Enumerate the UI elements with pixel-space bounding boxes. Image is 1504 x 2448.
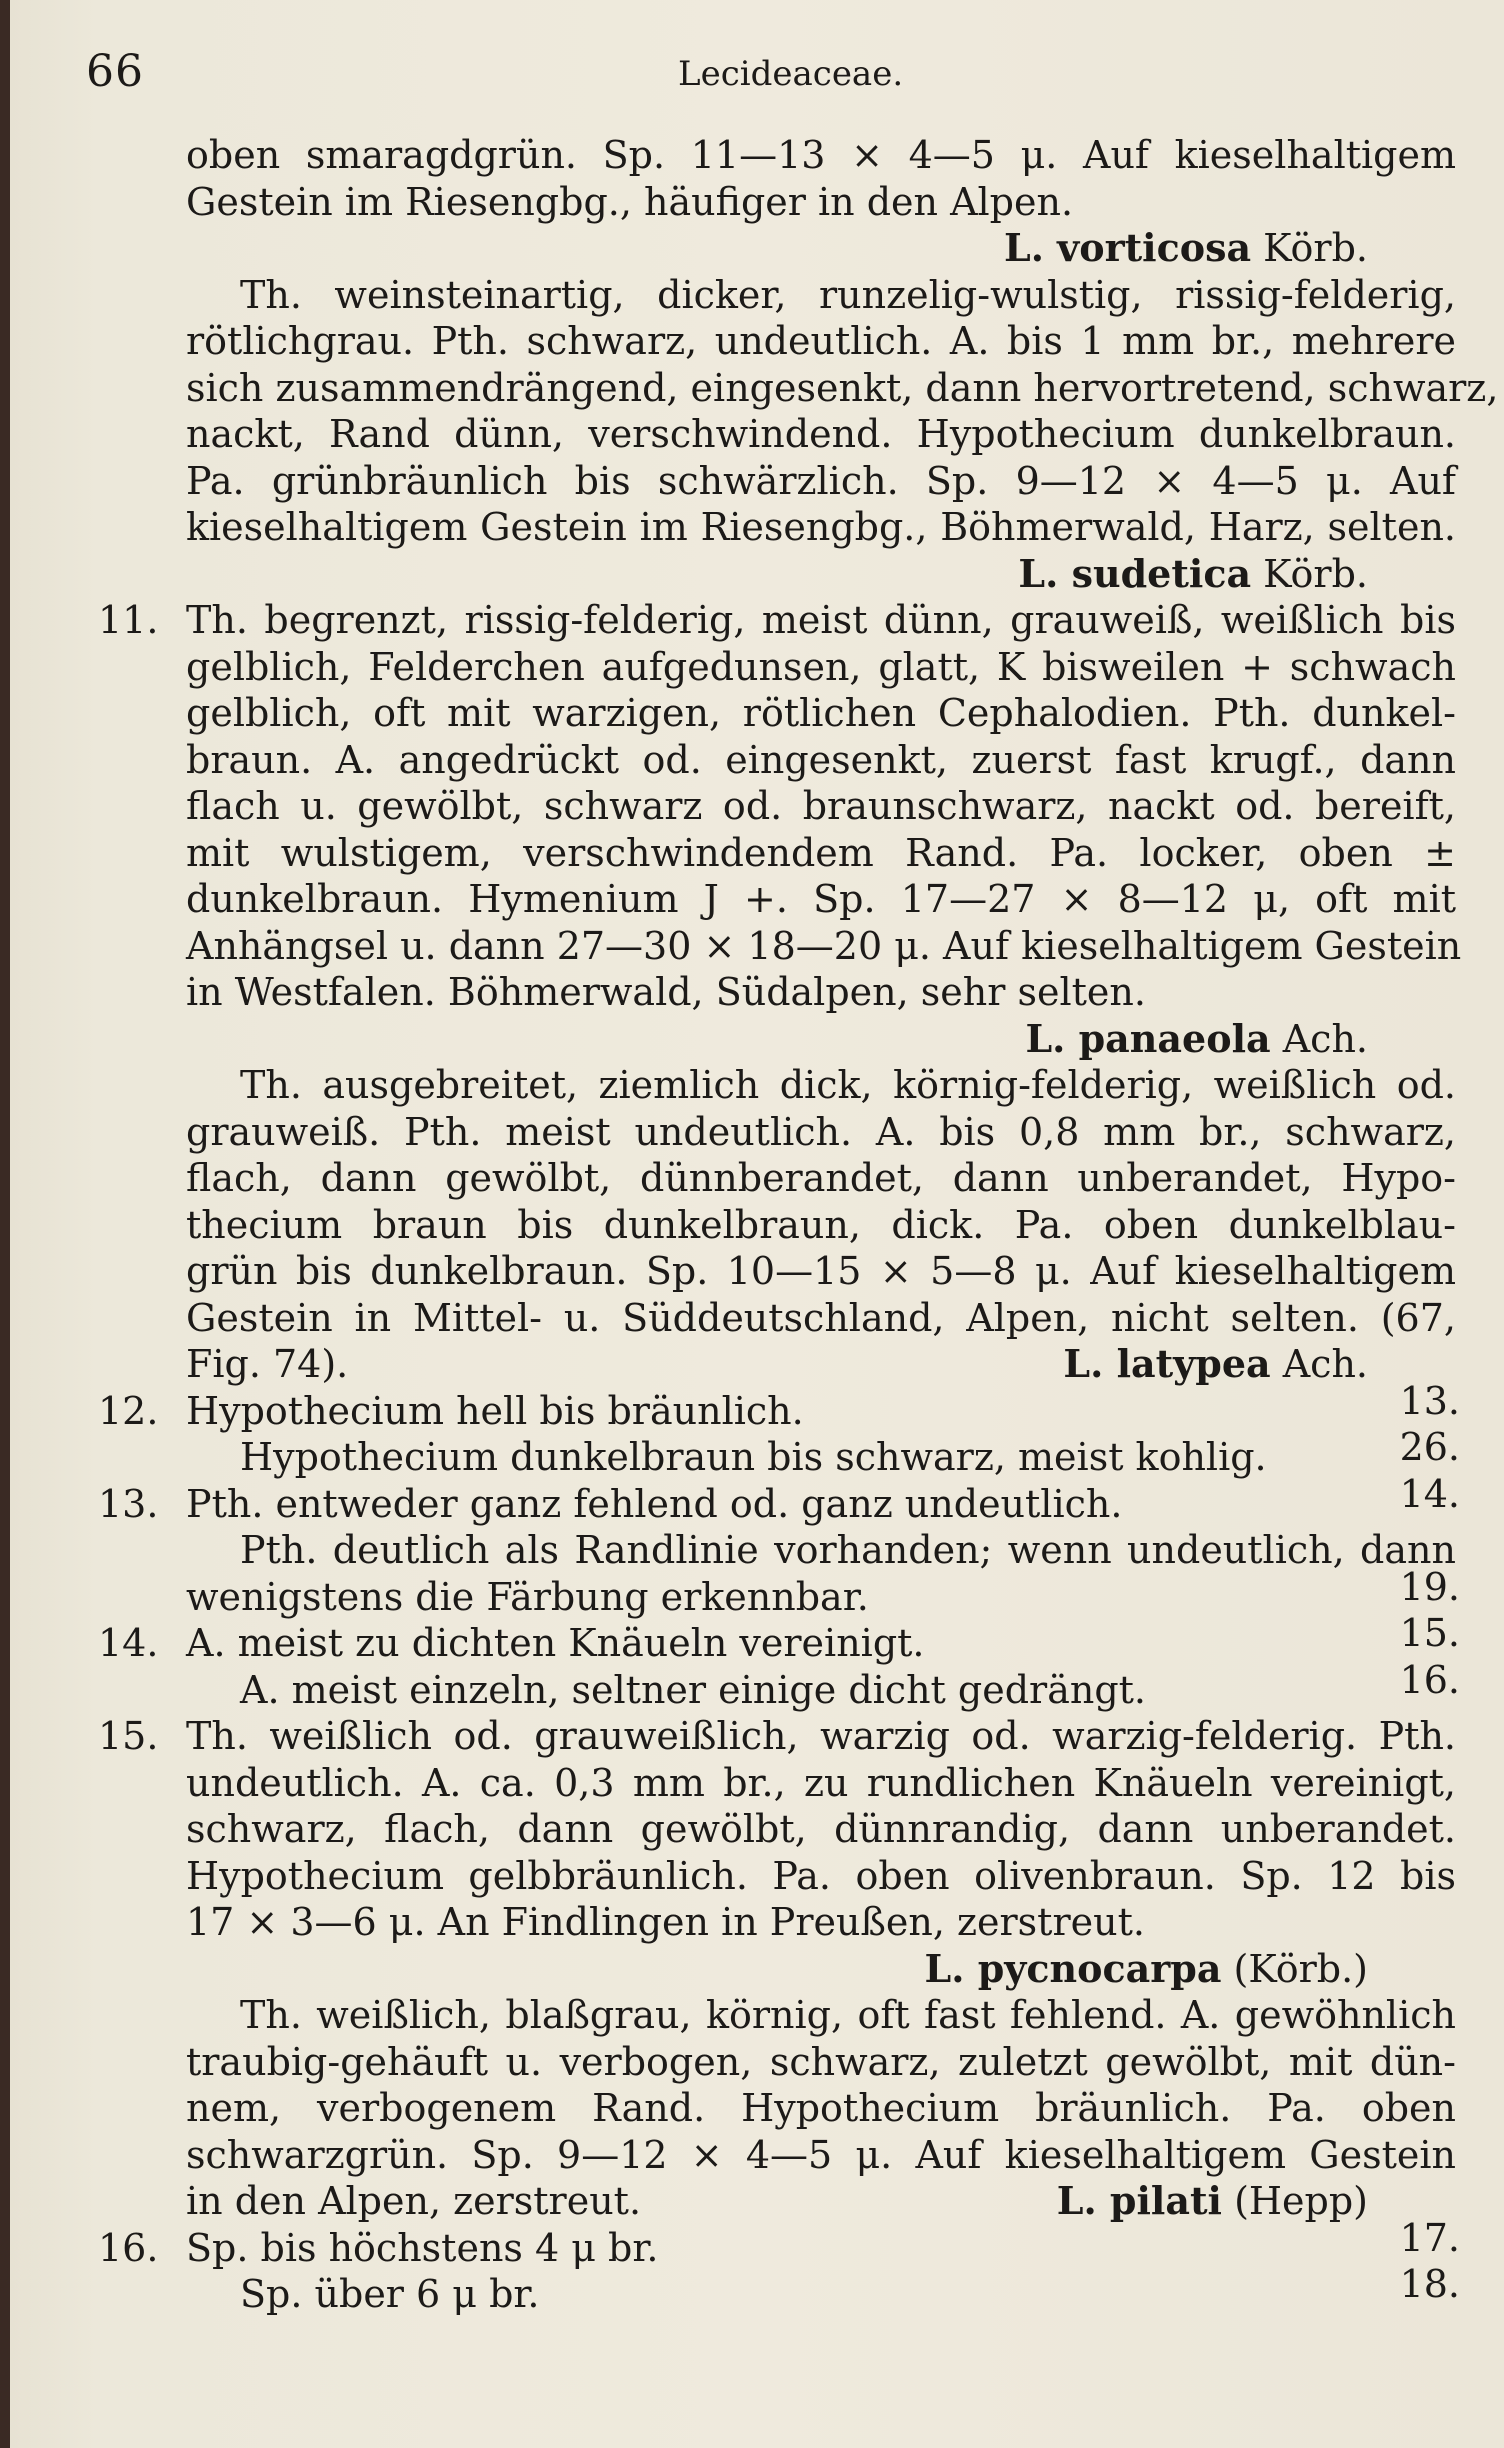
text-line: grauweiß. Pth. meist undeutlich. A. bis 0,8 mm br., schwarz, — [186, 1109, 1456, 1154]
couplet-line — [186, 1657, 1460, 1714]
species-name-label: L. pilati — [1056, 2178, 1222, 2223]
text-line: traubig-gehäuft u. verbogen, schwarz, zuletzt gewölbt, mit dün- — [186, 2039, 1456, 2084]
text-line: Fig. 74). — [186, 1342, 349, 1386]
text-line: dunkelbraun. Hymenium J +. Sp. 17—27 × 8—12 μ, oft mit — [186, 877, 1456, 921]
lead-reference: 17. — [1399, 2215, 1460, 2260]
lead-reference: 19. — [1399, 1564, 1460, 1609]
text-line: Th. weißlich od. grauweißlich, warzig od. warzig-felderig. Pth. — [186, 1714, 1456, 1758]
couplet-line — [98, 1471, 1460, 1528]
text-line: kieselhaltigem Gestein im Riesengbg., Böhmerwald, Harz, selten. — [186, 505, 1456, 549]
book-page — [10, 0, 1504, 2448]
text-line: in Westfalen. Böhmerwald, Südalpen, sehr selten. — [186, 970, 1146, 1014]
species-author: Ach. — [1270, 1342, 1368, 1386]
running-head: Lecideaceae. — [678, 54, 904, 94]
species-name — [186, 1016, 1456, 1063]
couplet-number: 15. — [98, 1714, 159, 1758]
species-name — [1057, 2178, 1368, 2225]
text-line: braun. A. angedrückt od. eingesenkt, zuerst fast krugf., dann — [186, 737, 1456, 782]
lead-reference: 26. — [1399, 1425, 1460, 1469]
couplet-line — [186, 1564, 1460, 1621]
text-line: mit wulstigem, verschwindendem Rand. Pa. locker, oben ± — [186, 830, 1456, 875]
text-line: nackt, Rand dünn, verschwindend. Hypothecium dunkelbraun. — [186, 412, 1456, 456]
species-author: Körb. — [1251, 551, 1368, 596]
text-line: rötlichgrau. Pth. schwarz, undeutlich. A. bis 1 mm br., mehrere — [186, 319, 1456, 363]
text-line: Gestein im Riesengbg., häufiger in den Alpen. — [186, 179, 1074, 224]
species-name — [186, 551, 1456, 598]
text-line-with-name — [186, 1341, 1456, 1388]
text-line: nem, verbogenem Rand. Hypothecium bräunlich. Pa. oben — [186, 2086, 1456, 2130]
text-line: Th. ausgebreitet, ziemlich dick, körnig-felderig, weißlich od. — [240, 1063, 1456, 1107]
text-line: Th. begrenzt, rissig-felderig, meist dünn, grauweiß, weißlich bis — [186, 598, 1456, 642]
species-name-label: L. latypea — [1063, 1341, 1271, 1386]
species-author: Ach. — [1270, 1016, 1368, 1061]
species-author: Körb. — [1251, 226, 1368, 270]
couplet-number: 13. — [98, 1481, 159, 1526]
species-name — [186, 1946, 1456, 1993]
couplet-line — [186, 2262, 1460, 2318]
page-body — [98, 132, 1499, 2318]
couplet-number: 16. — [98, 2225, 159, 2270]
text-line: Gestein in Mittel- u. Süddeutschland, Alpen, nicht selten. (67, — [186, 1295, 1456, 1340]
lead-reference: 14. — [1399, 1471, 1460, 1516]
lead-reference: 15. — [1399, 1611, 1460, 1655]
text-line: flach u. gewölbt, schwarz od. braunschwarz, nackt od. bereift, — [186, 784, 1456, 828]
text-line: grün bis dunkelbraun. Sp. 10—15 × 5—8 μ. Auf kieselhaltigem — [186, 1249, 1456, 1293]
text-line: oben smaragdgrün. Sp. 11—13 × 4—5 μ. Auf kieselhaltigem — [186, 133, 1456, 177]
species-name-label: L. vorticosa — [1003, 225, 1252, 270]
species-author: (Körb.) — [1221, 1946, 1368, 1991]
couplet-line — [98, 597, 1456, 644]
lead-reference: 18. — [1399, 2262, 1460, 2306]
text-line: 17 × 3—6 μ. An Findlingen in Preußen, zerstreut. — [186, 1900, 1145, 1944]
species-name-label: L. sudetica — [1018, 550, 1252, 596]
text-line: gelblich, Felderchen aufgedunsen, glatt, K bisweilen + schwach — [186, 644, 1456, 689]
text-line: Hypothecium hell bis bräunlich. — [186, 1388, 804, 1433]
couplet-number: 14. — [98, 1621, 159, 1665]
text-line: Sp. bis höchstens 4 μ br. — [186, 2225, 659, 2270]
text-line: in den Alpen, zerstreut. — [186, 2179, 642, 2223]
text-line: Pa. grünbräunlich bis schwärzlich. Sp. 9—12 × 4—5 μ. Auf — [186, 458, 1456, 503]
lead-reference: 13. — [1399, 1378, 1460, 1423]
species-name — [186, 225, 1456, 272]
text-line: Pth. entweder ganz fehlend od. ganz undeutlich. — [186, 1481, 1123, 1526]
species-name-label: L. panaeola — [1025, 1015, 1271, 1061]
text-line: Sp. über 6 μ br. — [240, 2272, 540, 2316]
text-line: Pth. deutlich als Randlinie vorhanden; wenn undeutlich, dann — [240, 1528, 1456, 1572]
species-name-label: L. pycnocarpa — [924, 1945, 1222, 1991]
text-line: sich zusammendrängend, eingesenkt, dann hervortretend, schwarz, — [186, 365, 1499, 410]
text-line: wenigstens die Färbung erkennbar. — [186, 1574, 869, 1619]
lead-reference: 16. — [1399, 1657, 1460, 1702]
text-line: A. meist zu dichten Knäueln vereinigt. — [186, 1621, 925, 1665]
text-line: A. meist einzeln, seltner einige dicht gedrängt. — [240, 1667, 1147, 1712]
text-line: Th. weinsteinartig, dicker, runzelig-wulstig, rissig-felderig, — [240, 272, 1456, 317]
text-line: Th. weißlich, blaßgrau, körnig, oft fast fehlend. A. gewöhnlich — [240, 1993, 1456, 2037]
species-name — [1063, 1341, 1368, 1388]
species-author: (Hepp) — [1221, 2179, 1368, 2223]
text-line: thecium braun bis dunkelbraun, dick. Pa. oben dunkelblau- — [186, 1202, 1456, 1247]
page-number: 66 — [86, 46, 144, 97]
text-line: Hypothecium gelbbräunlich. Pa. oben olivenbraun. Sp. 12 bis — [186, 1853, 1456, 1898]
couplet-line — [98, 1611, 1460, 1667]
couplet-line — [98, 1378, 1460, 1435]
text-line: schwarz, flach, dann gewölbt, dünnrandig, dann unberandet. — [186, 1807, 1456, 1851]
text-line: undeutlich. A. ca. 0,3 mm br., zu rundlichen Knäueln vereinigt, — [186, 1760, 1456, 1805]
text-line: Anhängsel u. dann 27—30 × 18—20 μ. Auf kieselhaltigem Gestein — [186, 923, 1462, 968]
text-line: gelblich, oft mit warzigen, rötlichen Cephalodien. Pth. dunkel- — [186, 691, 1456, 735]
couplet-line — [98, 2215, 1460, 2272]
couplet-number: 11. — [98, 598, 159, 642]
text-line-with-name — [186, 2178, 1456, 2225]
couplet-number: 12. — [98, 1388, 159, 1433]
text-line: Hypothecium dunkelbraun bis schwarz, meist kohlig. — [240, 1435, 1267, 1479]
text-line: schwarzgrün. Sp. 9—12 × 4—5 μ. Auf kieselhaltigem Gestein — [186, 2132, 1456, 2177]
couplet-line — [186, 1425, 1460, 1481]
couplet-line — [98, 1713, 1456, 1760]
text-line: flach, dann gewölbt, dünnberandet, dann unberandet, Hypo- — [186, 1156, 1456, 1200]
